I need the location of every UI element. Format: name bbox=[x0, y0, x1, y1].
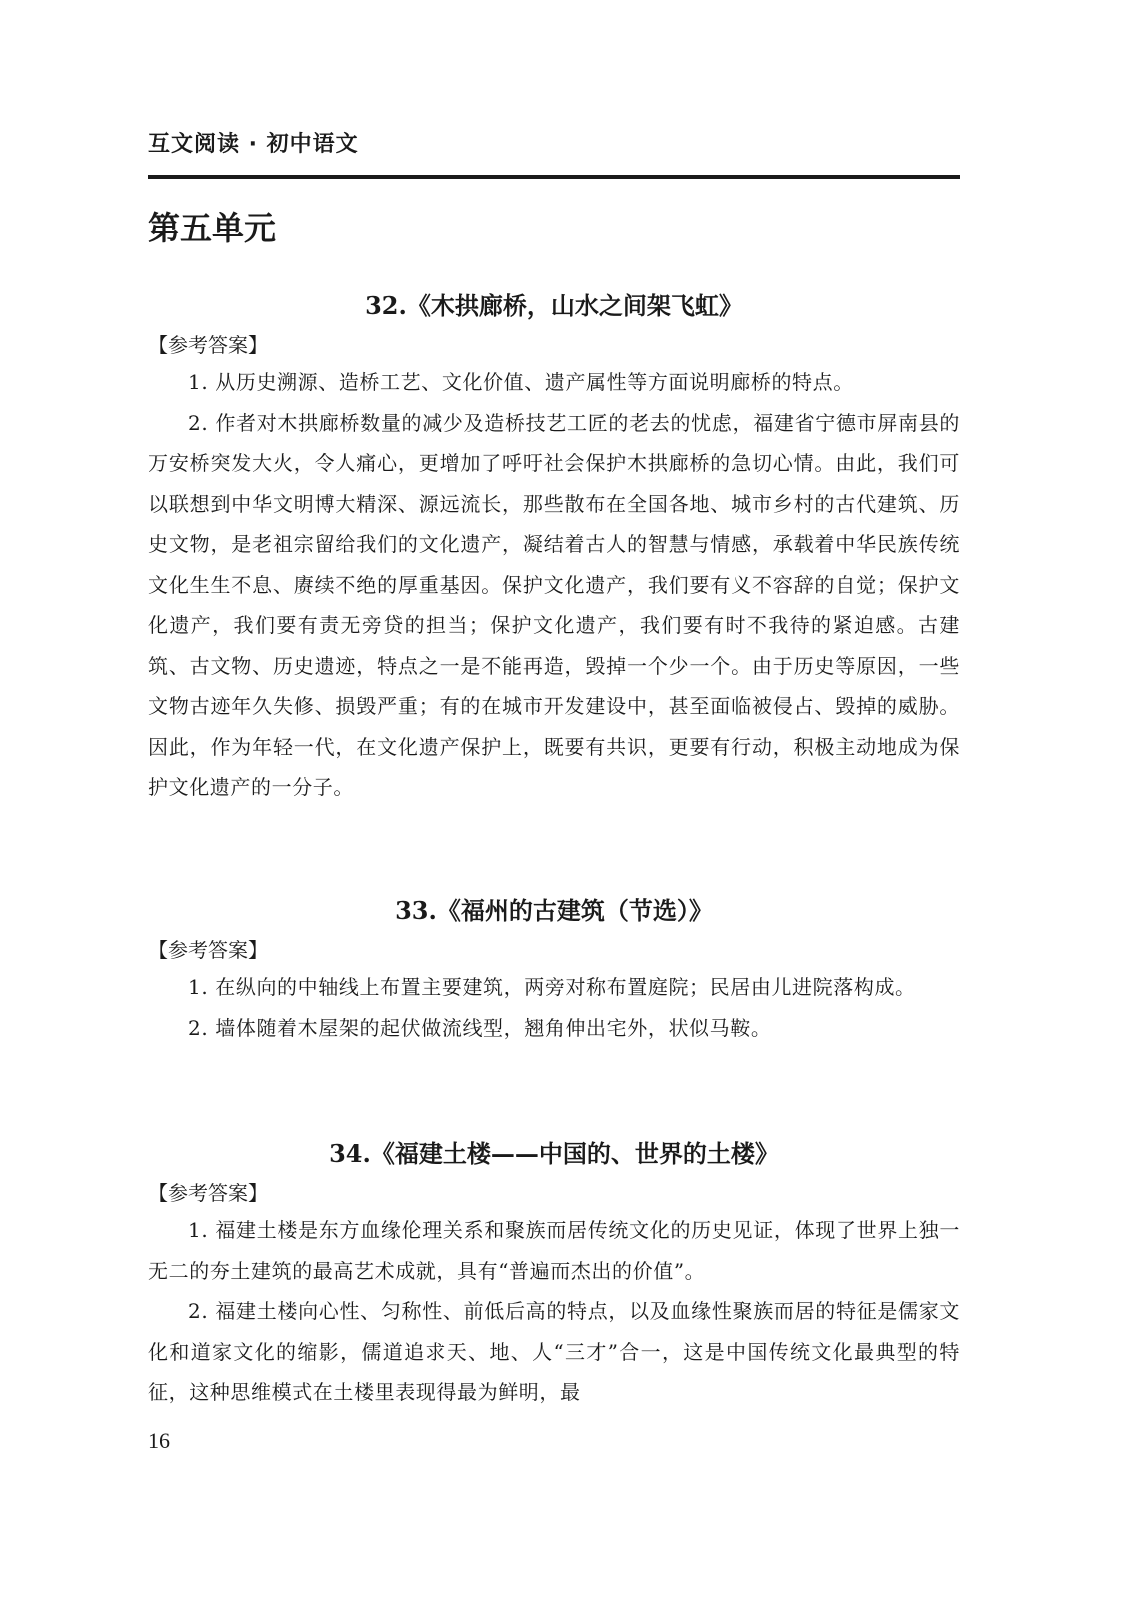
section-33 bbox=[148, 893, 960, 1048]
answer-paragraph: 2. 福建土楼向心性、匀称性、前低后高的特点，以及血缘性聚族而居的特征是儒家文化和道家文化的缩影，儒道追求天、地、人“三才”合一，这是中国传统文化最典型的特征，这种思维模式在土楼里表现得最为鲜明，最 bbox=[148, 1299, 960, 1404]
section-32 bbox=[148, 288, 960, 808]
answer-label: 【参考答案】 bbox=[148, 1181, 268, 1205]
answer-label: 【参考答案】 bbox=[148, 333, 268, 357]
answer-paragraph: 1. 在纵向的中轴线上布置主要建筑，两旁对称布置庭院；民居由儿进院落构成。 bbox=[188, 975, 916, 999]
section-title: 32.《木拱廊桥，山水之间架飞虹》 bbox=[365, 291, 743, 320]
page-number: 16 bbox=[148, 1428, 170, 1453]
section-title: 34.《福建土楼——中国的、世界的土楼》 bbox=[329, 1139, 779, 1168]
document-page bbox=[148, 0, 960, 1600]
answer-paragraph: 2. 作者对木拱廊桥数量的减少及造桥技艺工匠的老去的忧虑，福建省宁德市屏南县的万安桥突发大火，令人痛心，更增加了呼吁社会保护木拱廊桥的急切心情。由此，我们可以联想到中华文明博大精深、源远流长，那些散布在全国各地、城市乡村的古代建筑、历史文物，是老祖宗留给我们的文化遗产，凝结着古人的智慧与情感，承载着中华民族传统文化生生不息、赓续不绝的厚重基因。保护文化遗产，我们要有义不容辞的自觉；保护文化遗产，我们要有责无旁贷的担当；保护文化遗产，我们要有时不我待的紧迫感。古建筑、古文物、历史遗迹，特点之一是不能再造，毁掉一个少一个。由于历史等原因，一些文物古迹年久失修、损毁严重；有的在城市开发建设中，甚至面临被侵占、毁掉的威胁。因此，作为年轻一代，在文化遗产保护上，既要有共识，更要有行动，积极主动地成为保护文化遗产的一分子。 bbox=[148, 410, 960, 799]
answer-paragraph: 1. 福建土楼是东方血缘伦理关系和聚族而居传统文化的历史见证，体现了世界上独一无二的夯土建筑的最高艺术成就，具有“普遍而杰出的价值”。 bbox=[148, 1218, 960, 1283]
answer-label: 【参考答案】 bbox=[148, 938, 268, 962]
section-title: 33.《福州的古建筑（节选）》 bbox=[395, 896, 713, 925]
unit-title: 第五单元 bbox=[148, 209, 277, 247]
section-34 bbox=[148, 1136, 960, 1413]
answer-paragraph: 1. 从历史溯源、造桥工艺、文化价值、遗产属性等方面说明廊桥的特点。 bbox=[188, 370, 854, 394]
answer-paragraph: 2. 墙体随着木屋架的起伏做流线型，翘角伸出宅外，状似马鞍。 bbox=[188, 1015, 772, 1040]
running-header: 互文阅读 · 初中语文 bbox=[148, 132, 359, 157]
header-rule bbox=[148, 175, 960, 179]
